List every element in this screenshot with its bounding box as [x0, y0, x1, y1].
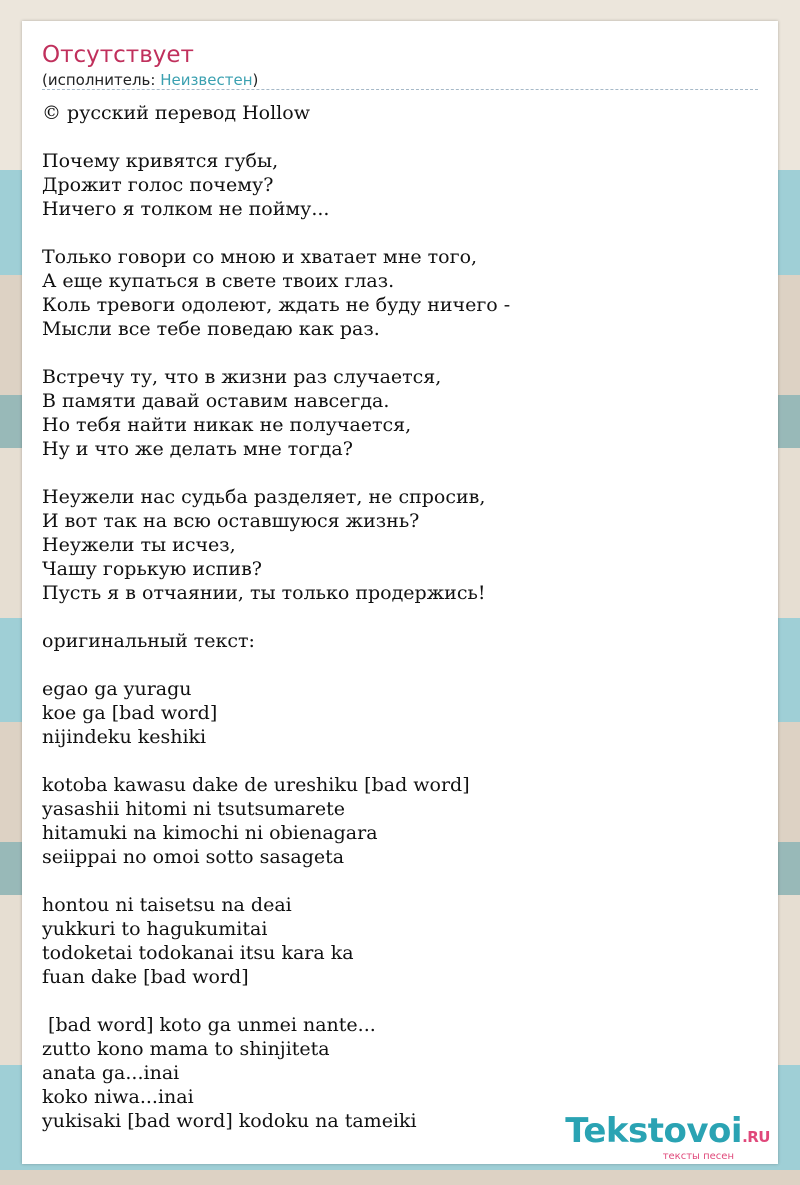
artist-line	[42, 70, 258, 90]
lyric-line: egao ga yuragu	[42, 678, 192, 700]
lyric-line: Неужели нас судьба разделяет, не спросив,	[42, 486, 486, 508]
lyric-line: yukkuri to hagukumitai	[42, 918, 268, 940]
lyric-line: Дрожит голос почему?	[42, 174, 274, 196]
artist-suffix: )	[252, 71, 259, 89]
song-title: Отсутствует	[42, 42, 194, 68]
lyric-line: Только говори со мною и хватает мне того,	[42, 246, 478, 268]
lyric-line	[42, 461, 510, 485]
lyric-line: Мысли все тебе поведаю как раз.	[42, 318, 380, 340]
lyric-line: seiippai no omoi sotto sasageta	[42, 846, 345, 868]
site-logo[interactable]	[565, 1113, 770, 1162]
lyric-line: Но тебя найти никак не получается,	[42, 414, 412, 436]
title-divider	[42, 89, 758, 90]
lyric-line: yukisaki [bad word] kodoku na tameiki	[42, 1110, 417, 1132]
lyric-line: [bad word] koto ga unmei nante...	[42, 1014, 376, 1036]
logo-subtitle: тексты песен	[662, 1151, 734, 1162]
lyric-line: hitamuki na kimochi ni obienagara	[42, 822, 378, 844]
lyric-line: todoketai todokanai itsu kara ka	[42, 942, 354, 964]
lyric-line: Неужели ты исчез,	[42, 534, 236, 556]
lyric-line: anata ga...inai	[42, 1062, 180, 1084]
lyric-line: zutto kono mama to shinjiteta	[42, 1038, 330, 1060]
lyric-line	[42, 749, 510, 773]
lyric-line: hontou ni taisetsu na deai	[42, 894, 292, 916]
lyric-line: fuan dake [bad word]	[42, 966, 249, 988]
artist-link[interactable]: Неизвестен	[160, 71, 253, 89]
lyric-line: yasashii hitomi ni tsutsumarete	[42, 798, 345, 820]
lyric-line: В памяти давай оставим навсегда.	[42, 390, 390, 412]
lyric-line	[42, 989, 510, 1013]
lyric-line: оригинальный текст:	[42, 630, 255, 652]
lyrics-card	[22, 21, 778, 1164]
lyric-line: koko niwa...inai	[42, 1086, 194, 1108]
lyric-line	[42, 341, 510, 365]
lyric-line	[42, 869, 510, 893]
lyric-line: Почему кривятся губы,	[42, 150, 279, 172]
lyric-line: © русский перевод Hollow	[42, 102, 310, 124]
lyric-line	[42, 221, 510, 245]
lyric-line	[42, 125, 510, 149]
lyric-line: koe ga [bad word]	[42, 702, 218, 724]
lyric-line: Ничего я толком не пойму...	[42, 198, 330, 220]
lyric-line: kotoba kawasu dake de ureshiku [bad word]	[42, 774, 470, 796]
artist-prefix: (исполнитель:	[42, 71, 161, 89]
lyric-line: nijindeku keshiki	[42, 726, 207, 748]
lyric-line: Чашу горькую испив?	[42, 558, 262, 580]
lyrics-text	[42, 101, 510, 1133]
lyric-line: Коль тревоги одолеют, ждать не буду ничего -	[42, 294, 511, 316]
lyric-line: Ну и что же делать мне тогда?	[42, 438, 353, 460]
lyric-line: Пусть я в отчаянии, ты только продержись!	[42, 582, 486, 604]
lyric-line	[42, 653, 510, 677]
lyric-line: А еще купаться в свете твоих глаз.	[42, 270, 395, 292]
logo-name: Tekstovoi	[565, 1111, 743, 1151]
lyric-line: Встречу ту, что в жизни раз случается,	[42, 366, 442, 388]
lyric-line	[42, 605, 510, 629]
lyric-line: И вот так на всю оставшуюся жизнь?	[42, 510, 420, 532]
logo-tld: .RU	[742, 1128, 770, 1146]
